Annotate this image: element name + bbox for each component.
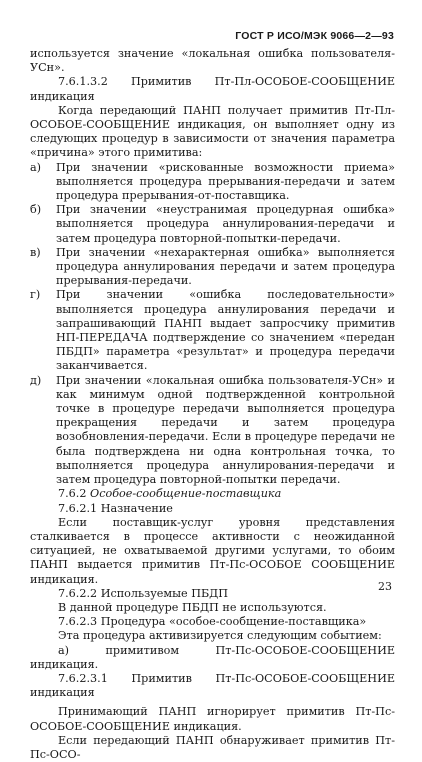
page-body — [30, 47, 395, 762]
paragraph: Эта процедура активизируется следующим событием: — [58, 629, 382, 643]
section-title: Особое-сообщение-поставщика — [90, 487, 282, 501]
paragraph: а) примитивом Пт-Пс-ОСОБОЕ-СООБЩЕНИЕ индикация. — [30, 643, 395, 671]
list-marker: д) — [30, 373, 42, 387]
subsection-heading: 7.6.2.3.1 Примитив Пт-Пс-ОСОБОЕ-СООБЩЕНИЕ индикация — [30, 671, 395, 700]
list-text: При значении «локальная ошибка пользователя-УСн» и как минимум одной подтвержденной контрольной точке в процедуре передачи выполняется процедура прекращения передачи и затем процедура возобновления-передачи. Если в процедуре передачи не была подтверждена ни одна контрольная точка, то выполняется процедура аннулирования-передачи и затем процедура повторной-попытки передачи. — [56, 373, 395, 487]
list-marker: г) — [30, 288, 41, 302]
list-text: При значении «рискованные возможности приема» выполняется процедура прерывания-передачи и затем процедура прерывания-от-поставщика. — [56, 160, 395, 203]
list-marker: в) — [30, 245, 41, 259]
subsection-heading: 7.6.2.2 Используемые ПБДП — [58, 586, 229, 600]
page-number: 23 — [378, 580, 392, 593]
list-item — [30, 203, 395, 246]
list-marker: б) — [30, 203, 42, 217]
section-number: 7.6.2 — [58, 487, 87, 501]
paragraph: Когда передающий ПАНП получает примитив Пт-Пл-ОСОБОЕ-СООБЩЕНИЕ индикация, он выполняет одну из следующих процедур в зависимости от значения параметра «причина» этого примитива: — [30, 103, 395, 160]
running-header: ГОСТ Р ИСО/МЭК 9066—2—93 — [235, 30, 394, 42]
subsection-heading: 7.6.2.1 Назначение — [58, 501, 173, 515]
list-text: При значении «ошибка последовательности» выполняется процедура аннулирования передачи и запрашивающий ПАНП выдает запросчику примитив НП-ПЕРЕДАЧА подтверждение со значением «передан ПБДП» параметра «результат» и процедура передачи заканчивается. — [56, 288, 395, 373]
list-text: При значении «неустранимая процедурная ошибка» выполняется процедура аннулирования-передачи и затем процедура повторной-попытки-передачи. — [56, 203, 395, 245]
paragraph: Принимающий ПАНП игнорирует примитив Пт-Пс-ОСОБОЕ-СООБЩЕНИЕ индикация. — [30, 705, 395, 733]
subsection-heading: 7.6.2.3 Процедура «особое-сообщение-поставщика» — [58, 615, 367, 629]
list-item — [30, 246, 395, 289]
list-item — [30, 288, 395, 373]
paragraph: Если передающий ПАНП обнаруживает примитив Пт-Пс-ОСО- — [30, 733, 395, 761]
section-heading — [30, 487, 395, 501]
list-item — [30, 374, 395, 488]
list-item — [30, 161, 395, 204]
section-heading: 7.6.1.3.2 Примитив Пт-Пл-ОСОБОЕ-СООБЩЕНИЕ индикация — [30, 75, 395, 103]
list-marker: а) — [30, 160, 42, 174]
paragraph: В данной процедуре ПБДП не используются. — [58, 600, 327, 614]
paragraph: используется значение «локальная ошибка пользователя-УСн». — [30, 47, 395, 75]
list-text: При значении «нехарактерная ошибка» выполняется процедура аннулирования передачи и затем процедура прерывания-передачи. — [56, 245, 395, 288]
paragraph: Если поставщик-услуг уровня представления сталкивается в процессе активности с неожиданной ситуацией, не охватываемой другими услугами, то обоим ПАНП выдается примитив Пт-Пс-ОСОБОЕ СООБЩЕНИЕ индикация. — [30, 515, 395, 586]
